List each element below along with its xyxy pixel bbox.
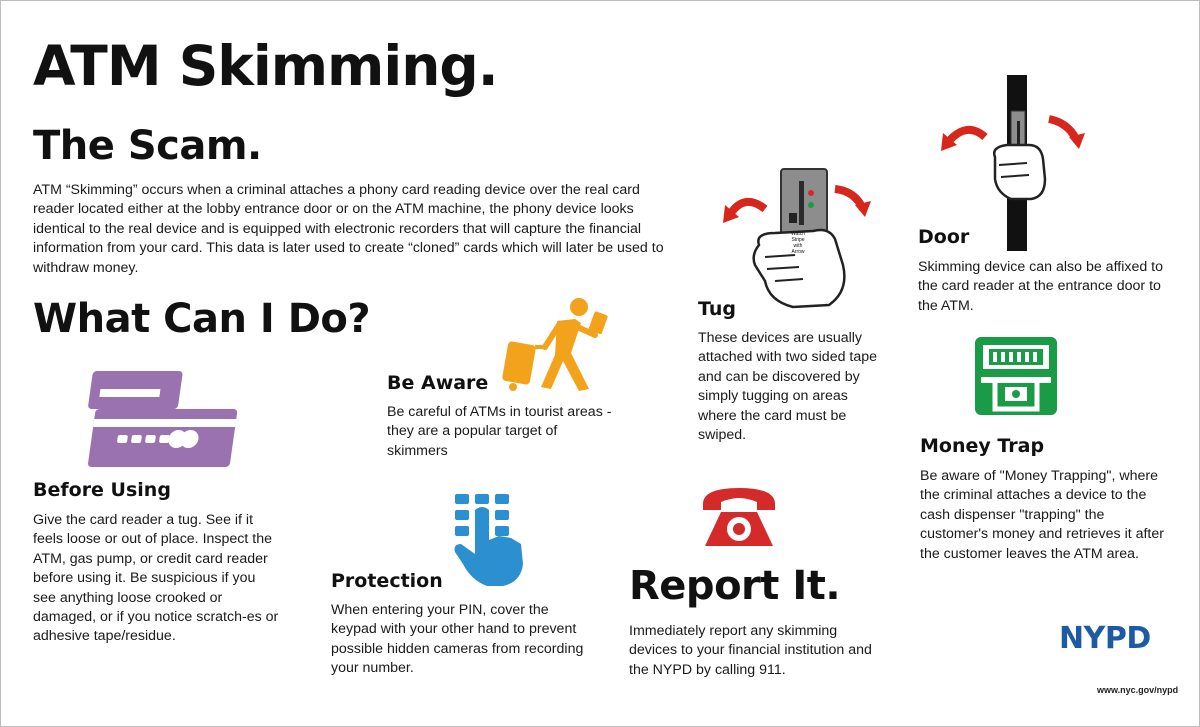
protection-heading: Protection xyxy=(331,570,443,592)
reader-label: Watch Stripe with Arrow xyxy=(791,231,805,255)
money-trap-heading: Money Trap xyxy=(920,435,1045,457)
before-using-heading: Before Using xyxy=(33,479,171,501)
traveler-icon xyxy=(501,297,601,393)
keypad-hand-icon xyxy=(451,492,531,588)
be-aware-heading: Be Aware xyxy=(387,372,489,394)
money-trap-text: Be aware of "Money Trapping", where the criminal attaches a device to the cash dispenser "trapping" the customer's money and retrieves it after the customer leaves the ATM area. xyxy=(920,468,1164,562)
before-using-text: Give the card reader a tug. See if it feels loose or out of place. Inspect the ATM, gas pump, or credit card reader before using it. Be suspicious if you see anything loose crooked or damaged, or if you notice scratch-es or adhesive tape/residue. xyxy=(33,512,279,645)
nypd-logo: NYPD xyxy=(1059,621,1151,656)
report-heading: Report It. xyxy=(629,563,841,609)
tug-heading: Tug xyxy=(698,298,736,320)
scam-heading: The Scam. xyxy=(33,123,262,169)
door-heading: Door xyxy=(918,226,970,248)
footer-url[interactable]: www.nyc.gov/nypd xyxy=(1097,685,1179,695)
door-text: Skimming device can also be affixed to the card reader at the entrance door to the ATM. xyxy=(918,259,1163,314)
tug-text: These devices are usually attached with two sided tape and can be discovered by simply tugging on areas where the card must be swiped. xyxy=(698,330,878,444)
scam-text: ATM “Skimming” occurs when a criminal attaches a phony card reading device over the real card reader located either at the lobby entrance door or on the ATM machine, the phony device looks identical to the real device and is equipped with electronic recorders that will capture the financial information from your card. This data is later used to create “cloned” cards which will later be used to withdraw money. xyxy=(33,182,664,276)
credit-card-icon xyxy=(81,371,251,471)
protection-text: When entering your PIN, cover the keypad with your other hand to prevent possible hidden cameras from recording your number. xyxy=(331,602,584,677)
what-can-i-do-heading: What Can I Do? xyxy=(33,296,371,342)
report-text: Immediately report any skimming devices to your financial institution and the NYPD by calling 911. xyxy=(629,623,872,678)
telephone-icon xyxy=(701,484,777,550)
be-aware-text: Be careful of ATMs in tourist areas - they are a popular target of skimmers xyxy=(387,404,612,459)
atm-icon xyxy=(973,335,1059,417)
page-title: ATM Skimming. xyxy=(33,34,498,98)
